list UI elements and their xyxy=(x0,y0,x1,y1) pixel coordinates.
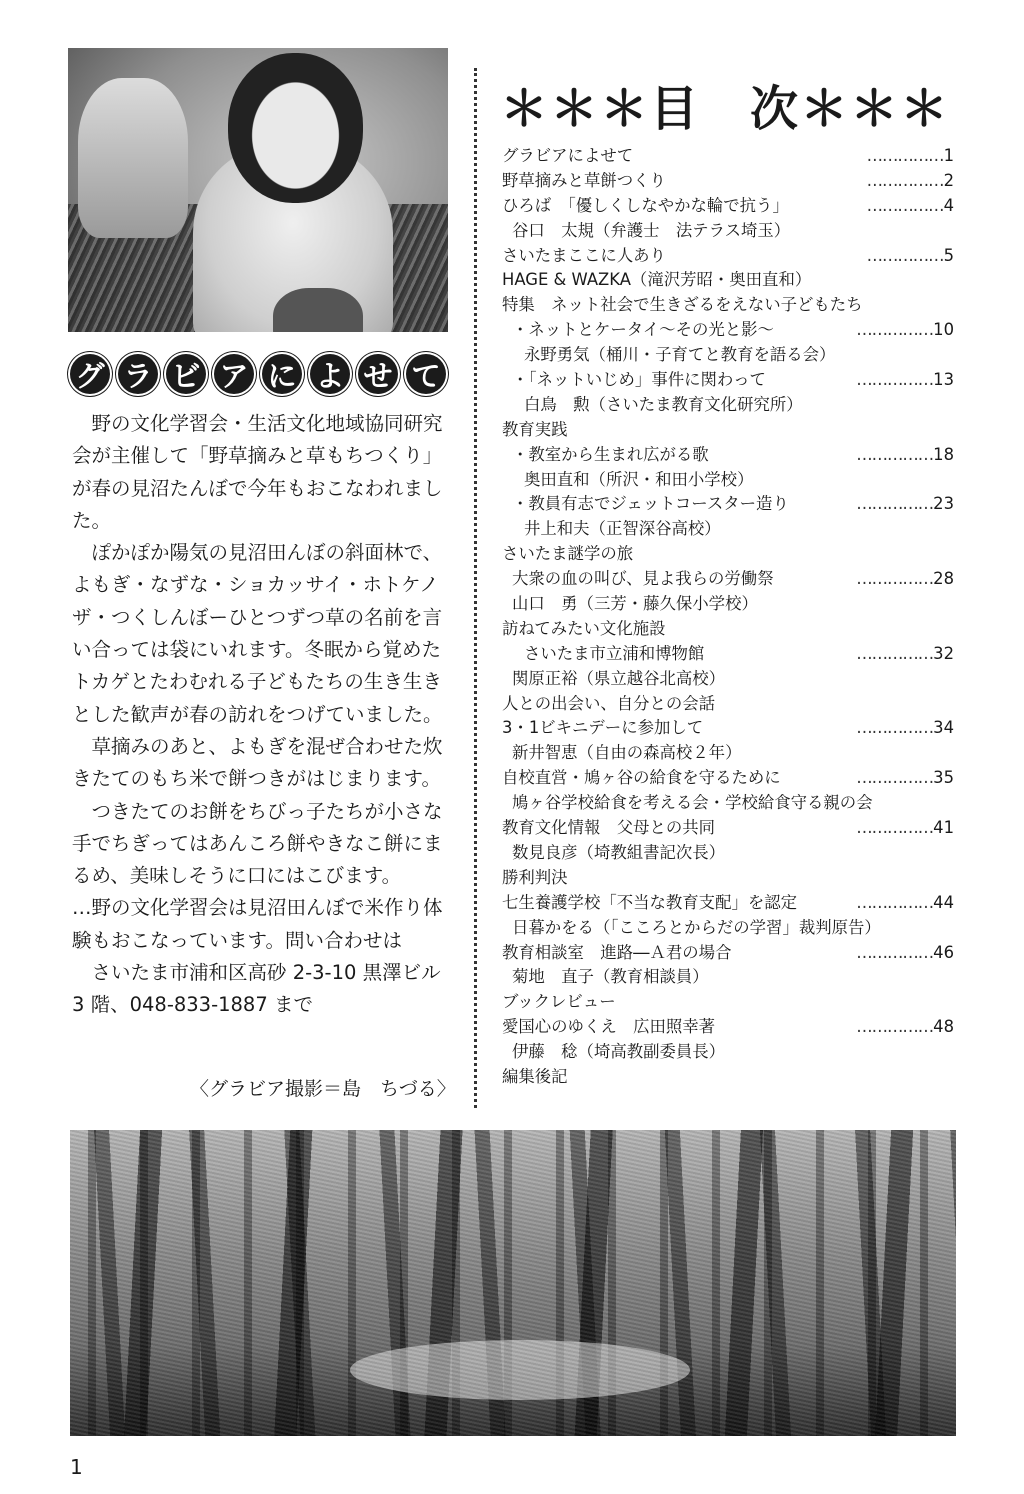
toc-entry-title: 自校直営・鳩ヶ谷の給食を守るために xyxy=(502,768,781,788)
toc-entry xyxy=(502,443,962,468)
toc-entry-title: ・「ネットいじめ」事件に関わって xyxy=(512,370,766,390)
gravure-photo xyxy=(68,48,448,332)
forest-illustration xyxy=(70,1130,956,1436)
toc-entry-title: ひろば 「優しくしなやかな輪で抗う」 xyxy=(502,195,789,215)
gravure-paragraph: つきたてのお餅をちびっ子たちが小さな手でちぎってはあんころ餅やきなこ餅にまるめ、美味しそうに口にはこびます。 xyxy=(72,799,443,888)
toc-entry xyxy=(502,169,962,194)
toc-entry-title: 特集 ネット社会で生きざるをえない子どもたち xyxy=(502,295,863,315)
toc-entry-page: …………… 1 xyxy=(867,144,954,169)
toc-entry xyxy=(502,343,962,368)
toc-list xyxy=(502,144,962,1090)
toc-entry xyxy=(502,393,962,418)
toc-entry-title: 日暮かをる（「こころとからだの学習」裁判原告） xyxy=(512,917,881,937)
toc-entry xyxy=(502,766,962,791)
toc-entry xyxy=(502,941,962,966)
toc-entry-page: …………… 46 xyxy=(856,941,954,966)
heading-char: せ xyxy=(356,352,400,396)
toc-entry-title: 編集後記 xyxy=(502,1066,568,1086)
page-number: 1 xyxy=(70,1455,83,1479)
toc-entry xyxy=(502,244,962,269)
toc-entry xyxy=(502,567,962,592)
toc-entry-page: …………… 48 xyxy=(856,1015,954,1040)
toc-entry-title: 愛国心のゆくえ 広田照幸著 xyxy=(502,1017,716,1037)
toc-entry-title: 山口 勇（三芳・藤久保小学校） xyxy=(512,594,758,614)
toc-entry-title: 伊藤 稔（埼高教副委員長） xyxy=(512,1042,726,1062)
toc-entry-title: 教育文化情報 父母との共同 xyxy=(502,818,716,838)
photo-credit: 〈グラビア撮影＝島 ちづる〉 xyxy=(190,1078,456,1100)
photo-background-person xyxy=(78,78,188,238)
heading-char: よ xyxy=(308,352,352,396)
toc-entry-title: 勝利判決 xyxy=(502,867,568,887)
toc-entry-page: …………… 44 xyxy=(856,891,954,916)
toc-entry-page: …………… 23 xyxy=(856,492,954,517)
toc-entry xyxy=(502,542,962,567)
heading-char: ラ xyxy=(116,352,160,396)
toc-entry xyxy=(502,642,962,667)
toc-entry xyxy=(502,841,962,866)
toc-entry-title: ・ネットとケータイ〜その光と影〜 xyxy=(512,320,774,340)
toc-entry xyxy=(502,468,962,493)
toc-entry xyxy=(502,1015,962,1040)
gravure-note: …野の文化学習会は見沼田んぼで米作り体験もおこなっています。問い合わせは xyxy=(72,896,443,952)
toc-entry xyxy=(502,1040,962,1065)
toc-entry-page: …………… 35 xyxy=(856,766,954,791)
toc-entry-title: 数見良彦（埼教組書記次長） xyxy=(512,842,726,862)
toc-entry-title: 鳩ヶ谷学校給食を考える会・学校給食守る親の会 xyxy=(512,793,873,813)
toc-entry xyxy=(502,891,962,916)
toc-entry-title: 関原正裕（県立越谷北高校） xyxy=(512,668,726,688)
toc-entry-page: …………… 10 xyxy=(856,318,954,343)
toc-entry-page: …………… 34 xyxy=(856,716,954,741)
toc-title: ＊＊＊目 次＊＊＊ xyxy=(500,81,951,137)
toc-entry xyxy=(502,1065,962,1090)
toc-entry-title: 訪ねてみたい文化施設 xyxy=(502,618,666,638)
toc-entry-page: …………… 13 xyxy=(856,368,954,393)
heading-char: に xyxy=(260,352,304,396)
gravure-article xyxy=(72,408,450,1022)
toc-entry-page: …………… 28 xyxy=(856,567,954,592)
toc-entry xyxy=(502,219,962,244)
photo-glove xyxy=(273,288,363,332)
toc-entry xyxy=(502,268,962,293)
toc-entry-title: HAGE & WAZKA（滝沢芳昭・奥田直和） xyxy=(502,270,812,290)
column-divider xyxy=(474,68,477,1108)
toc-entry xyxy=(502,716,962,741)
heading-char: て xyxy=(404,352,448,396)
gravure-address: さいたま市浦和区高砂 2-3-10 黒澤ビル 3 階、048-833-1887 まで xyxy=(72,961,441,1017)
toc-entry xyxy=(502,990,962,1015)
toc-entry xyxy=(502,368,962,393)
toc-entry xyxy=(502,492,962,517)
toc-entry xyxy=(502,617,962,642)
gravure-paragraph: 野の文化学習会・生活文化地域協同研究会が主催して「野草摘みと草もちつくり」が春の見沼たんぼで今年もおこなわれました。 xyxy=(72,412,443,532)
toc-entry-page: …………… 2 xyxy=(867,169,954,194)
toc-entry xyxy=(502,318,962,343)
toc-entry xyxy=(502,517,962,542)
toc-entry-title: ブックレビュー xyxy=(502,992,616,1012)
toc-entry-title: さいたまここに人あり xyxy=(502,245,666,265)
toc-entry xyxy=(502,816,962,841)
toc-entry-page: …………… 32 xyxy=(856,642,954,667)
toc-entry-page: …………… 5 xyxy=(867,244,954,269)
gravure-heading xyxy=(68,352,448,398)
photo-child-head xyxy=(228,53,363,203)
toc-entry xyxy=(502,418,962,443)
toc-entry xyxy=(502,741,962,766)
toc-entry-title: さいたま謎学の旅 xyxy=(502,544,634,564)
toc-entry-title: 新井智恵（自由の森高校２年） xyxy=(512,743,742,763)
toc-entry-page: …………… 4 xyxy=(867,194,954,219)
toc-entry-title: 白鳥 勲（さいたま教育文化研究所） xyxy=(524,394,803,414)
toc-entry xyxy=(502,293,962,318)
heading-char: ア xyxy=(212,352,256,396)
toc-entry-title: 井上和夫（正智深谷高校） xyxy=(524,519,721,539)
toc-entry-page: …………… 18 xyxy=(856,443,954,468)
toc-entry xyxy=(502,965,962,990)
toc-entry-title: 教育実践 xyxy=(502,419,568,439)
toc-entry xyxy=(502,866,962,891)
toc-entry xyxy=(502,144,962,169)
toc-entry xyxy=(502,692,962,717)
toc-entry-title: 永野勇気（桶川・子育てと教育を語る会） xyxy=(524,345,836,365)
forest-path xyxy=(350,1340,690,1400)
toc-entry-title: さいたま市立浦和博物館 xyxy=(524,643,705,663)
toc-entry-title: 人との出会い、自分との会話 xyxy=(502,693,716,713)
toc-entry xyxy=(502,592,962,617)
toc-entry-title: 大衆の血の叫び、見よ我らの労働祭 xyxy=(512,569,774,589)
toc-entry xyxy=(502,791,962,816)
gravure-paragraph: ぽかぽか陽気の見沼田んぼの斜面林で、よもぎ・なずな・ショカッサイ・ホトケノザ・つくしんぼーひとつずつ草の名前を言い合っては袋にいれます。冬眠から覚めたトカゲとたわむれる子どもたちの生き生きとした歓声が春の訪れをつげていました。 xyxy=(72,541,443,726)
toc-entry-title: 谷口 太規（弁護士 法テラス埼玉） xyxy=(512,220,791,240)
gravure-paragraph: 草摘みのあと、よもぎを混ぜ合わせた炊きたてのもち米で餅つきがはじまります。 xyxy=(72,734,443,791)
toc-entry xyxy=(502,194,962,219)
toc-entry xyxy=(502,916,962,941)
toc-entry-page: …………… 41 xyxy=(856,816,954,841)
toc-entry-title: 菊地 直子（教育相談員） xyxy=(512,967,709,987)
toc-entry-title: グラビアによせて xyxy=(502,146,634,165)
toc-entry-title: 奥田直和（所沢・和田小学校） xyxy=(524,469,754,489)
toc-entry-title: 教育相談室 進路―Ａ君の場合 xyxy=(502,942,732,962)
toc-entry-title: 七生養護学校「不当な教育支配」を認定 xyxy=(502,892,798,912)
toc-entry-title: 3・1ビキニデーに参加して xyxy=(502,718,704,738)
toc-entry-title: ・教室から生まれ広がる歌 xyxy=(512,444,709,464)
toc-entry-title: ・教員有志でジェットコースター造り xyxy=(512,494,789,514)
toc-entry-title: 野草摘みと草餅つくり xyxy=(502,170,666,190)
toc-entry xyxy=(502,667,962,692)
heading-char: ビ xyxy=(164,352,208,396)
heading-char: グ xyxy=(68,352,112,396)
